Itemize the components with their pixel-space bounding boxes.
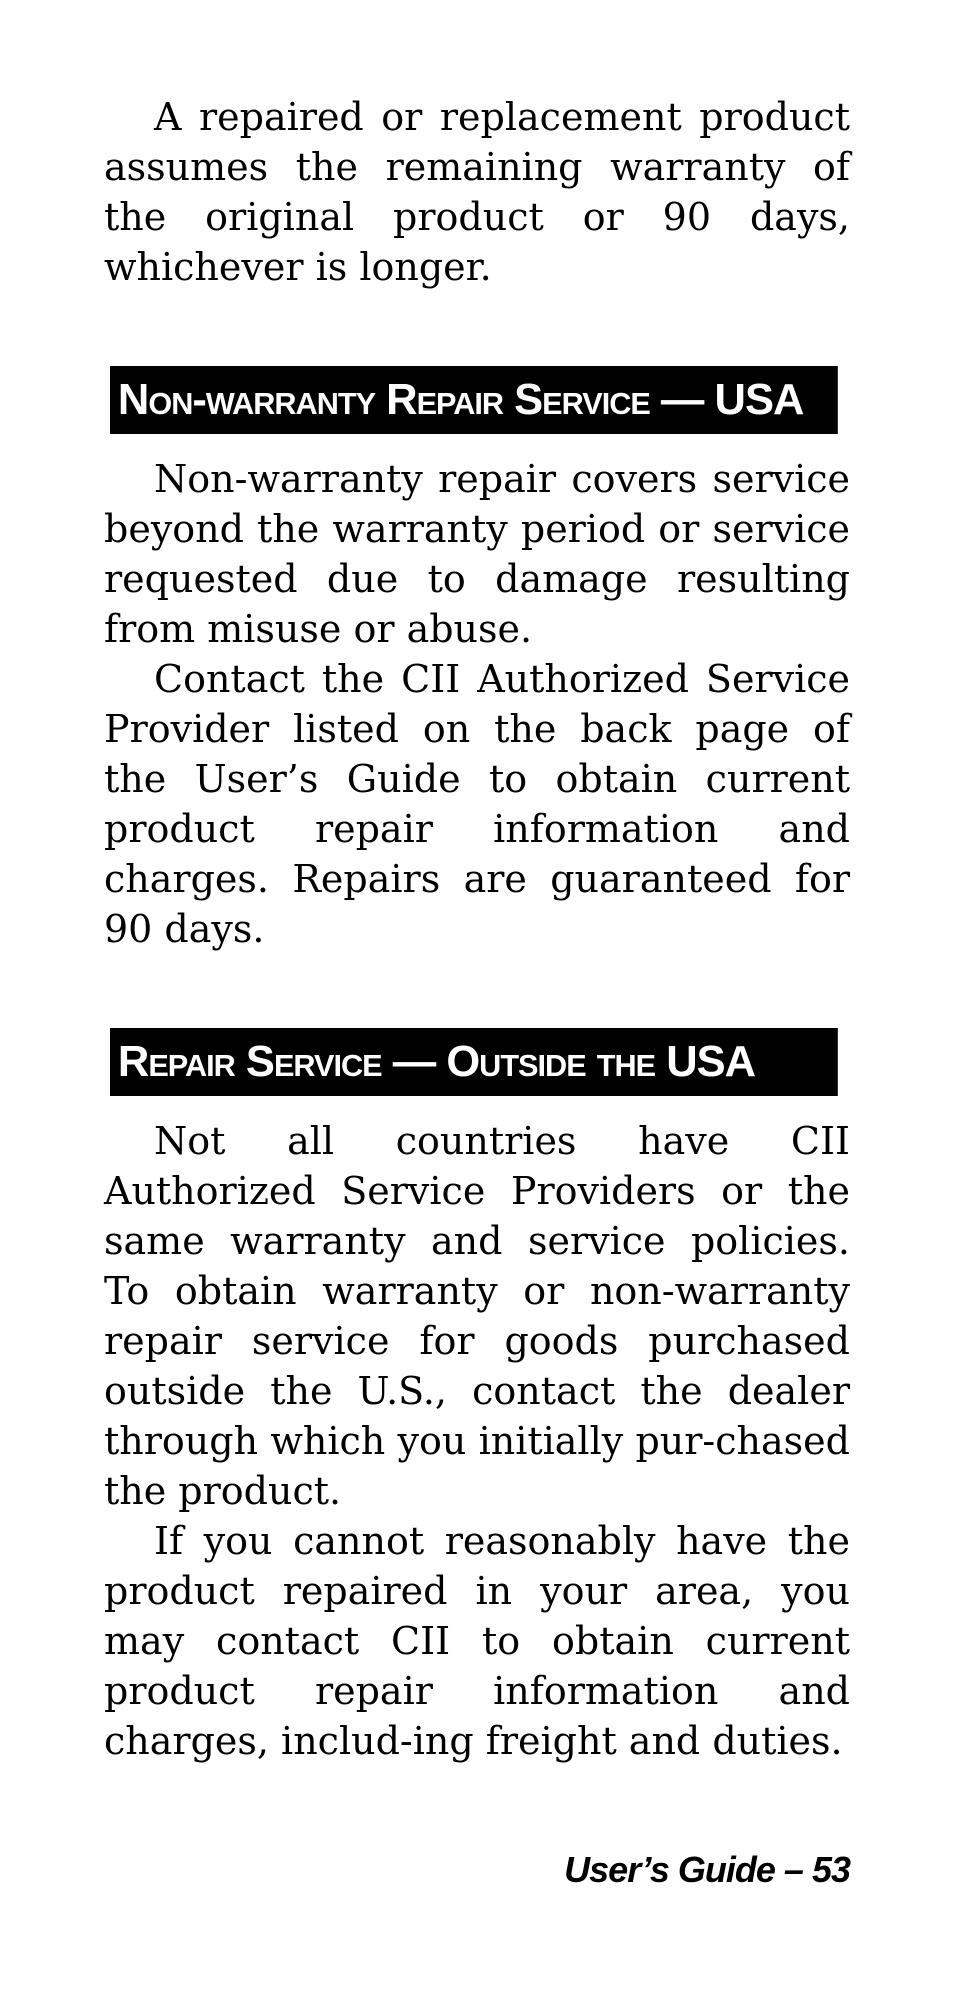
non-warranty-paragraph-1: Non-warranty repair covers service beyond the warranty period or service requested due to damage resulting from misuse or abuse. — [104, 457, 850, 651]
intro-paragraph: A repaired or replacement product assumes the remaining warranty of the original product or 90 days, whichever is longer. — [104, 95, 850, 289]
section-heading-non-warranty-usa: Non-warranty Repair Service — USA — [110, 366, 838, 434]
page-footer: User’s Guide – 53 — [564, 1849, 850, 1890]
outside-usa-paragraph-1: Not all countries have CII Authorized Service Providers or the same warranty and service policies. To obtain warranty or non-warranty repair service for goods purchased outside the U.S., contact the dealer through which you initially pur-chased the product. — [104, 1119, 850, 1513]
document-page — [104, 92, 850, 1766]
section-heading-outside-usa: Repair Service — Outside the USA — [110, 1028, 838, 1096]
outside-usa-paragraph-2: If you cannot reasonably have the product repaired in your area, you may contact CII to obtain current product repair information and charges, includ-ing freight and duties. — [104, 1519, 850, 1763]
non-warranty-paragraph-2: Contact the CII Authorized Service Provider listed on the back page of the User’s Guide to obtain current product repair information and charges. Repairs are guaranteed for 90 days. — [104, 657, 850, 951]
